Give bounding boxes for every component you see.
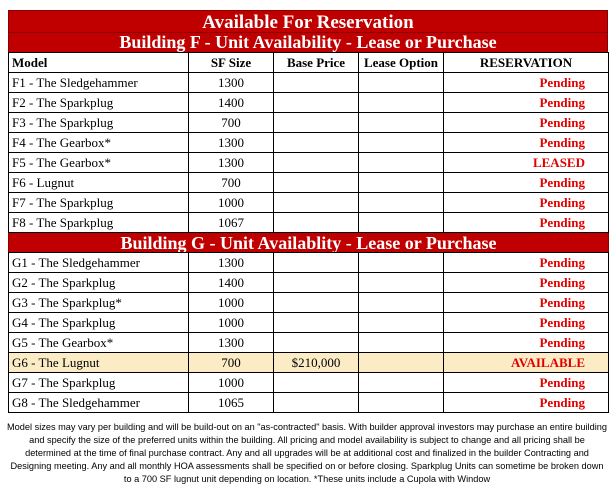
- model-cell: G3 - The Sparkplug*: [9, 293, 189, 313]
- table-row: [9, 153, 609, 173]
- base-price-cell: [274, 333, 359, 353]
- table-row: [9, 373, 609, 393]
- reservation-status-cell: Pending: [444, 293, 609, 313]
- table-row: [9, 293, 609, 313]
- reservation-status-cell: Pending: [444, 213, 609, 233]
- sf-size-cell: 1000: [189, 293, 274, 313]
- base-price-cell: [274, 373, 359, 393]
- column-header-lease-option: Lease Option: [359, 53, 444, 73]
- base-price-cell: [274, 93, 359, 113]
- sf-size-cell: 1067: [189, 213, 274, 233]
- building-f-rows: [9, 73, 609, 233]
- sf-size-cell: 1300: [189, 253, 274, 273]
- reservation-status-cell: Pending: [444, 93, 609, 113]
- sf-size-cell: 1065: [189, 393, 274, 413]
- reservation-status-cell: Pending: [444, 173, 609, 193]
- model-cell: F2 - The Sparkplug: [9, 93, 189, 113]
- table-header-row: [9, 53, 609, 73]
- base-price-cell: $210,000: [274, 353, 359, 373]
- lease-option-cell: [359, 333, 444, 353]
- reservation-status-cell: Pending: [444, 253, 609, 273]
- sf-size-cell: 1300: [189, 133, 274, 153]
- lease-option-cell: [359, 173, 444, 193]
- sf-size-cell: 1300: [189, 73, 274, 93]
- table-row: [9, 393, 609, 413]
- reservation-status-cell: Pending: [444, 333, 609, 353]
- lease-option-cell: [359, 253, 444, 273]
- model-cell: G2 - The Sparkplug: [9, 273, 189, 293]
- page-title: Available For Reservation: [8, 10, 608, 33]
- table-row: [9, 273, 609, 293]
- reservation-status-cell: LEASED: [444, 153, 609, 173]
- reservation-status-cell: Pending: [444, 313, 609, 333]
- availability-table: [8, 52, 609, 413]
- model-cell: G6 - The Lugnut: [9, 353, 189, 373]
- lease-option-cell: [359, 393, 444, 413]
- model-cell: G4 - The Sparkplug: [9, 313, 189, 333]
- lease-option-cell: [359, 193, 444, 213]
- base-price-cell: [274, 153, 359, 173]
- building-f-heading: Building F - Unit Availability - Lease or Purchase: [8, 33, 608, 52]
- lease-option-cell: [359, 113, 444, 133]
- table-row: [9, 253, 609, 273]
- model-cell: G1 - The Sledgehammer: [9, 253, 189, 273]
- reservation-status-cell: Pending: [444, 133, 609, 153]
- sf-size-cell: 1300: [189, 153, 274, 173]
- model-cell: F3 - The Sparkplug: [9, 113, 189, 133]
- table-row: [9, 73, 609, 93]
- lease-option-cell: [359, 273, 444, 293]
- sf-size-cell: 1000: [189, 373, 274, 393]
- reservation-status-cell: Pending: [444, 393, 609, 413]
- sf-size-cell: 1400: [189, 93, 274, 113]
- model-cell: F5 - The Gearbox*: [9, 153, 189, 173]
- table-row: [9, 173, 609, 193]
- table-row: [9, 133, 609, 153]
- model-cell: F6 - Lugnut: [9, 173, 189, 193]
- reservation-status-cell: AVAILABLE: [444, 353, 609, 373]
- availability-sheet: [8, 10, 608, 413]
- base-price-cell: [274, 173, 359, 193]
- model-cell: G7 - The Sparkplug: [9, 373, 189, 393]
- building-g-rows: [9, 253, 609, 413]
- base-price-cell: [274, 313, 359, 333]
- lease-option-cell: [359, 353, 444, 373]
- base-price-cell: [274, 393, 359, 413]
- lease-option-cell: [359, 93, 444, 113]
- column-header-reservation: RESERVATION: [444, 53, 609, 73]
- table-row: [9, 313, 609, 333]
- base-price-cell: [274, 73, 359, 93]
- model-cell: F8 - The Sparkplug: [9, 213, 189, 233]
- base-price-cell: [274, 133, 359, 153]
- building-g-heading: Building G - Unit Availablity - Lease or Purchase: [9, 233, 609, 253]
- base-price-cell: [274, 193, 359, 213]
- lease-option-cell: [359, 153, 444, 173]
- lease-option-cell: [359, 373, 444, 393]
- model-cell: G5 - The Gearbox*: [9, 333, 189, 353]
- table-row: [9, 333, 609, 353]
- column-header-model: Model: [9, 53, 189, 73]
- table-row: [9, 93, 609, 113]
- sf-size-cell: 1000: [189, 193, 274, 213]
- lease-option-cell: [359, 213, 444, 233]
- lease-option-cell: [359, 73, 444, 93]
- reservation-status-cell: Pending: [444, 193, 609, 213]
- table-row: [9, 353, 609, 373]
- model-cell: F4 - The Gearbox*: [9, 133, 189, 153]
- sf-size-cell: 700: [189, 173, 274, 193]
- footnote: Model sizes may vary per building and will be build-out on an "as-contracted" basis. With builder approval investors may purchase an entire building and specify the size of the preferred units within the building. All pricing and model availability is subject to change and all pricing shall be determined at the time of final purchase contract. Any and all upgrades will be at additional cost and finalized in the builder Contracting and Designing meeting. Any and all monthly HOA assessments shall be specified on or before closing. Sparkplug Units can sometime be broken down to a 700 SF lugnut unit depending on location. *These units include a Cupola with Window: [7, 422, 607, 484]
- column-header-sf-size: SF Size: [189, 53, 274, 73]
- base-price-cell: [274, 273, 359, 293]
- table-row: [9, 113, 609, 133]
- model-cell: G8 - The Sledgehammer: [9, 393, 189, 413]
- lease-option-cell: [359, 133, 444, 153]
- building-g-heading-row: [9, 233, 609, 253]
- column-header-base-price: Base Price: [274, 53, 359, 73]
- base-price-cell: [274, 113, 359, 133]
- sf-size-cell: 1000: [189, 313, 274, 333]
- model-cell: F1 - The Sledgehammer: [9, 73, 189, 93]
- reservation-status-cell: Pending: [444, 373, 609, 393]
- sf-size-cell: 1400: [189, 273, 274, 293]
- sf-size-cell: 700: [189, 353, 274, 373]
- sf-size-cell: 1300: [189, 333, 274, 353]
- base-price-cell: [274, 293, 359, 313]
- model-cell: F7 - The Sparkplug: [9, 193, 189, 213]
- reservation-status-cell: Pending: [444, 73, 609, 93]
- base-price-cell: [274, 253, 359, 273]
- table-row: [9, 193, 609, 213]
- lease-option-cell: [359, 313, 444, 333]
- lease-option-cell: [359, 293, 444, 313]
- table-row: [9, 213, 609, 233]
- base-price-cell: [274, 213, 359, 233]
- reservation-status-cell: Pending: [444, 113, 609, 133]
- reservation-status-cell: Pending: [444, 273, 609, 293]
- sf-size-cell: 700: [189, 113, 274, 133]
